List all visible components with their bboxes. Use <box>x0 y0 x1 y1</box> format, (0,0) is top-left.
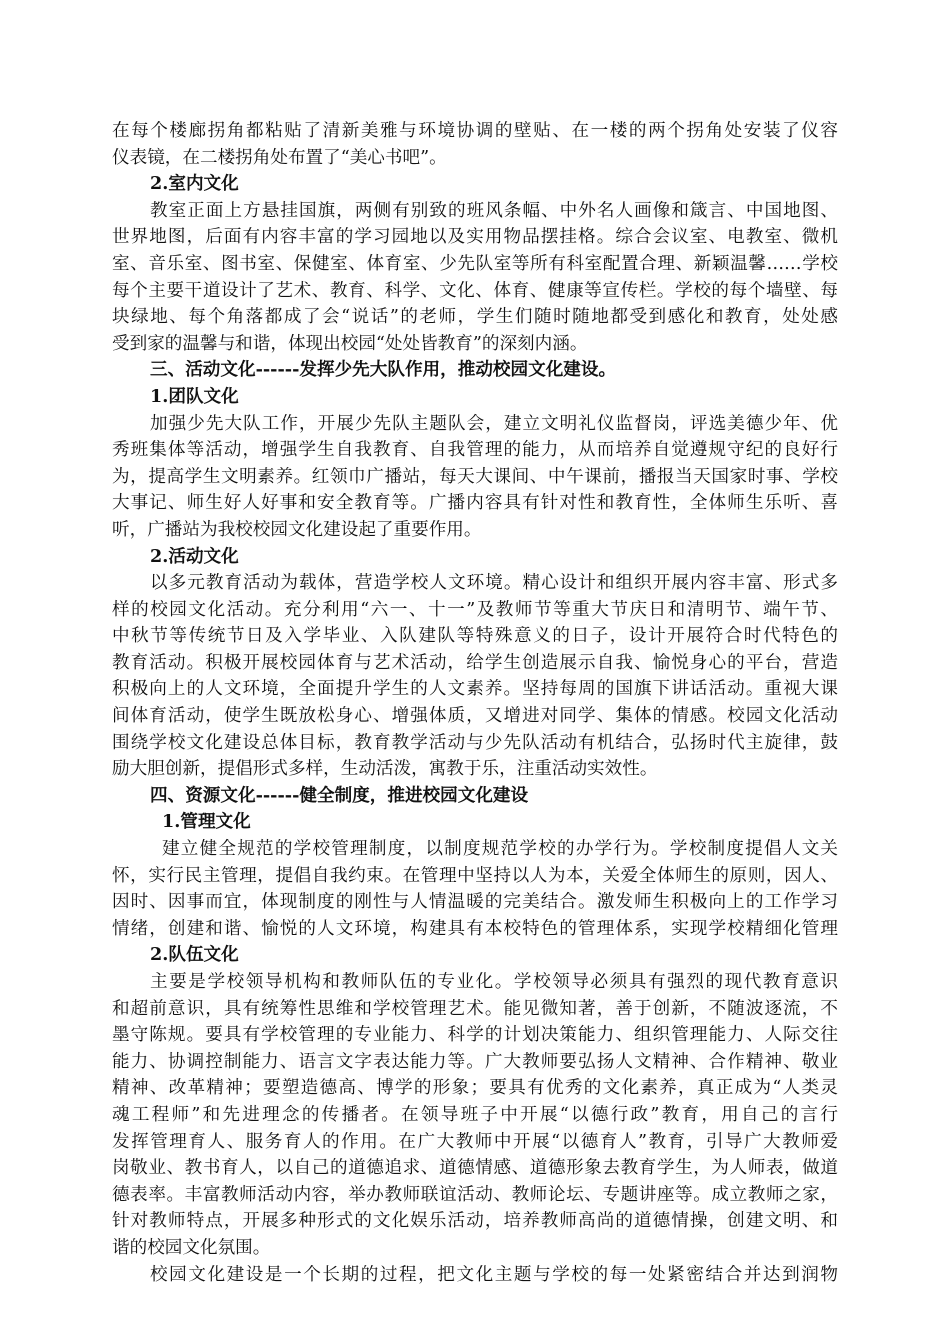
body-text-line: 岗敬业、教书育人，以自己的道德追求、道德情感、道德形象去教育学生，为人师表，做道 <box>112 1158 838 1179</box>
body-text-line: 针对教师特点，开展多种形式的文化娱乐活动，培养教师高尚的道德情操，创建文明、和 <box>112 1211 838 1232</box>
body-text-line: 墨守陈规。要具有学校管理的专业能力、科学的计划决策能力、组织管理能力、人际交往 <box>112 1025 838 1046</box>
document-page <box>112 118 838 1288</box>
body-text-line: 情绪，创建和谐、愉悦的人文环境，构建具有本校特色的管理体系，实现学校精细化管理 <box>112 918 838 939</box>
section-subheading: 1.管理文化 <box>162 811 251 833</box>
body-text-line: 听，广播站为我校校园文化建设起了重要作用。 <box>112 519 482 540</box>
section-subheading: 1.团队文化 <box>150 385 239 407</box>
body-text-line: 世界地图，后面有内容丰富的学习园地以及实用物品摆挂格。综合会议室、电教室、微机 <box>112 227 838 248</box>
body-text-line: 加强少先大队工作，开展少先队主题队会，建立文明礼仪监督岗，评选美德少年、优 <box>150 413 838 434</box>
section-subheading: 2.室内文化 <box>150 173 239 195</box>
body-text-line: 主要是学校领导机构和教师队伍的专业化。学校领导必须具有强烈的现代教育意识 <box>150 972 838 992</box>
body-text-line: 校园文化建设是一个长期的过程，把文化主题与学校的每一处紧密结合并达到润物 <box>150 1264 838 1285</box>
section-subheading: 2.活动文化 <box>150 545 239 567</box>
section-heading: 三、活动文化------发挥少先大队作用，推动校园文化建设。 <box>150 359 617 381</box>
body-text-line: 因时、因事而宜，体现制度的刚性与人情温暖的完美结合。激发师生积极向上的工作学习 <box>112 892 838 913</box>
body-text-line: 以多元教育活动为载体，营造学校人文环境。精心设计和组织开展内容丰富、形式多 <box>150 573 838 594</box>
body-text-line: 精神、改革精神；要塑造德高、博学的形象；要具有优秀的文化素养，真正成为“人类灵 <box>112 1078 838 1099</box>
body-text-line: 秀班集体等活动，增强学生自我教育、自我管理的能力，从而培养自觉遵规守纪的良好行 <box>112 440 838 461</box>
body-text-line: 间体育活动，使学生既放松身心、增强体质，又增进对同学、集体的情感。校园文化活动 <box>112 706 838 727</box>
body-text-line: 怀，实行民主管理，提倡自我约束。在管理中坚持以人为本，关爱全体师生的原则，因人、 <box>112 865 838 886</box>
body-text-line: 能力、协调控制能力、语言文字表达能力等。广大教师要弘扬人文精神、合作精神、敬业 <box>112 1051 838 1072</box>
section-heading: 四、资源文化------健全制度，推进校园文化建设 <box>150 784 529 806</box>
body-text-line: 受到家的温馨与和谐，体现出校园“处处皆教育”的深刻内涵。 <box>112 333 588 354</box>
body-text-line: 大事记、师生好人好事和安全教育等。广播内容具有针对性和教育性，全体师生乐听、喜 <box>112 493 838 514</box>
body-text-line: 每个主要干道设计了艺术、教育、科学、文化、体育、健康等宣传栏。学校的每个墙壁、每 <box>112 280 838 301</box>
body-text-line: 魂工程师”和先进理念的传播者。在领导班子中开展“以德行政”教育，用自己的言行 <box>112 1104 838 1125</box>
body-text-line: 室、音乐室、图书室、保健室、体育室、少先队室等所有科室配置合理、新颖温馨……学校 <box>112 253 838 274</box>
body-text-line: 德表率。丰富教师活动内容，举办教师联谊活动、教师论坛、专题讲座等。成立教师之家， <box>112 1184 838 1205</box>
body-text-line: 为，提高学生文明素养。红领巾广播站，每天大课间、中午课前，播报当天国家时事、学校 <box>112 466 838 487</box>
body-text-line: 围绕学校文化建设总体目标，教育教学活动与少先队活动有机结合，弘扬时代主旋律，鼓 <box>112 732 838 753</box>
body-text-line: 块绿地、每个角落都成了会“说话”的老师，学生们随时随地都受到感化和教育，处处感 <box>112 307 838 328</box>
body-text-line: 发挥管理育人、服务育人的作用。在广大教师中开展“以德育人”教育，引导广大教师爱 <box>112 1131 838 1152</box>
body-text-line: 和超前意识，具有统筹性思维和学校管理艺术。能见微知著，善于创新，不随波逐流，不 <box>112 998 838 1019</box>
body-text-line: 中秋节等传统节日及入学毕业、入队建队等特殊意义的日子，设计开展符合时代特色的 <box>112 626 838 647</box>
body-text-line: 积极向上的人文环境，全面提升学生的人文素养。坚持每周的国旗下讲话活动。重视大课 <box>112 679 838 700</box>
section-subheading: 2.队伍文化 <box>150 944 239 966</box>
body-text-line: 仪表镜，在二楼拐角处布置了“美心书吧”。 <box>112 147 447 168</box>
body-text-line: 教室正面上方悬挂国旗，两侧有别致的班风条幅、中外名人画像和箴言、中国地图、 <box>150 200 838 221</box>
body-text-line: 在每个楼廊拐角都粘贴了清新美雅与环境协调的壁贴、在一楼的两个拐角处安装了仪容 <box>112 121 838 141</box>
body-text-line: 教育活动。积极开展校园体育与艺术活动，给学生创造展示自我、愉悦身心的平台，营造 <box>112 652 838 673</box>
body-text-line: 样的校园文化活动。充分利用“六一、十一”及教师节等重大节庆日和清明节、端午节、 <box>112 599 838 620</box>
body-text-line: 建立健全规范的学校管理制度，以制度规范学校的办学行为。学校制度提倡人文关 <box>162 839 838 860</box>
body-text-line: 谐的校园文化氛围。 <box>112 1237 271 1258</box>
body-text-line: 励大胆创新，提倡形式多样，生动活泼，寓教于乐，注重活动实效性。 <box>112 759 658 780</box>
